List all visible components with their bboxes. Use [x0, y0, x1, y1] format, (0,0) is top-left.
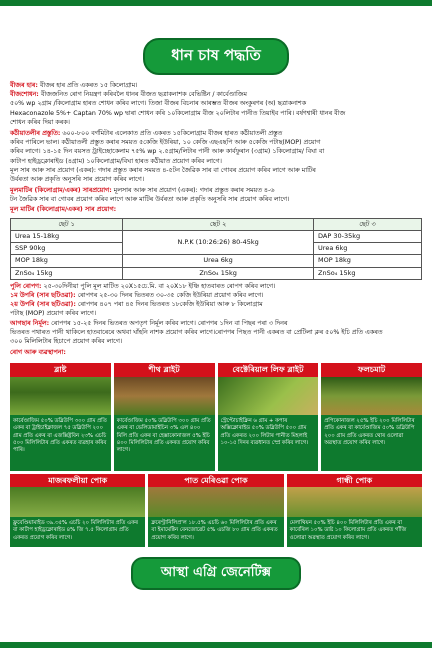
card-text: ক্লৰেণ্ট্ৰানিলিপ্ৰ'ল ১৮.৫% এচচি ৬০ মিলিলিটাৰ প্ৰতি একৰ বা ইমামেক্টিন বেনজোৱেট ৫% এচজি ৮০ গ্ৰাম প্ৰতি একৰত প্ৰয়োগ কৰিব লাগে।	[148, 517, 283, 547]
seed-treatment-line: শোধন কৰিব দিয়া কৰক।	[10, 118, 70, 126]
table-cell: SSP 90kg	[11, 243, 123, 255]
table-header: ছেট ৩	[314, 218, 422, 230]
weeding-text-c: ৩০০ মিলিলিটাৰ হিচাপে প্ৰয়োগ কৰিব লাগে।	[10, 338, 123, 346]
crop-photo	[287, 487, 422, 517]
card-title: শীথ ব্লাইট	[114, 363, 215, 376]
fertilizer-table-title: মূল মাটিৰ (কিলোগ্ৰাম/একৰ) সাৰ প্ৰয়োগ:	[10, 205, 117, 213]
disease-gallery	[10, 363, 422, 470]
weeding-row	[10, 319, 422, 328]
body-text	[10, 81, 422, 547]
seed-treatment-row	[10, 90, 422, 99]
card-text: ফ্লুবেণ্ডিয়ামাইড ৩৯.৩৫% এচচি ২০ মিলিলিটাৰ প্ৰতি একৰ বা কাৰ্টাপ হাইড্ৰক্লোৰাইড ৪% জি ৭.৫ কিলোগ্ৰাম প্ৰতি একৰত প্ৰয়োগ কৰিব লাগে।	[10, 517, 145, 547]
table-row	[11, 255, 422, 267]
title-wrap	[10, 38, 422, 75]
fertilizer-text: মূলসাৰ আৰু সাৰ প্ৰয়োগ (একৰ): গদাৰ প্ৰস্তুত কৰাৰ সময়ত ৪-৬	[113, 187, 275, 195]
footer-wrap	[10, 557, 422, 590]
table-header: ছেট ২	[123, 218, 314, 230]
topdress-1-label: ১ম উপৰি (সাৰ ছটিওৱা):	[10, 292, 76, 300]
card-title: মাজৰফলীয়া পোক	[10, 474, 145, 487]
land-prep-line: কাটাপ হাইড্ৰক্লোৰাইড (৪গ্ৰাম) ১০কিলোগ্ৰাম/বিঘা হাৰত কঠীয়াত প্ৰয়োগ কৰিব লাগে।	[10, 157, 222, 165]
card-title: বেক্টেৰিয়াল লিফ ব্লাইট	[218, 363, 319, 376]
table-header: ছেট ১	[11, 218, 123, 230]
seed-rate-row	[10, 81, 422, 90]
pests-title: ৰোগ আৰু ব্যৱস্থাপনা:	[10, 349, 66, 357]
transplant-row	[10, 282, 422, 291]
table-cell-merged: N.P.K (10:26:26) 80-45kg	[123, 231, 314, 255]
fertilizer-text-2: টন জৈৱিক সাৰ বা গোবৰ প্ৰয়োগ কৰিব লাগে আৰু মাটিৰ উৰ্বৰতা আৰু প্ৰকৃতি অনুসৰি সাৰ প্ৰয়োগ কৰিব লাগে।	[10, 196, 290, 204]
card-title: পাত মেৰিওৱা পোক	[148, 474, 283, 487]
card-text: স্ট্ৰেপ্টোচাইক্লিন ৬ গ্ৰাম + কপাৰ অক্সিক্লোৰাইড ৫০% ডব্লিউপি ৫০০ গ্ৰাম প্ৰতি একৰত ২০০ লিটাৰ পানীত মিহলাই ১০-১৫ দিনৰ ব্যৱধানত স্প্ৰে কৰিব লাগে।	[218, 415, 319, 471]
crop-photo	[218, 377, 319, 415]
weeding-label: আগছাৰ নিৰ্মূল:	[10, 319, 50, 327]
table-cell: Urea 15-18kg	[11, 231, 123, 243]
table-cell: MOP 18kg	[314, 255, 422, 267]
land-prep-line: কৰিব পাৰিলে ভাল। কঠীয়াতলী প্ৰস্তুত কৰাৰ সময়ত ৫কেজি ইউৰিয়া, ১০ কেজি এছএছপি আৰু ৫কেজি পটাছ(MOP) প্ৰয়োগ	[10, 139, 321, 147]
table-cell: Urea 6kg	[123, 255, 314, 267]
pest-gallery	[10, 474, 422, 547]
topdress-1-row	[10, 291, 422, 300]
table-header-row	[11, 218, 422, 230]
card-text: প্ৰপিকোনাজল ২৫% ইচি ২০০ মিলিলিটাৰ প্ৰতি একৰ বা কাৰ্বেণ্ডাজিম ৫০% ডব্লিউপি ২০০ গ্ৰাম প্ৰতি একৰত থোৰ ওলোৱা অৱস্থাত প্ৰয়োগ কৰিব লাগে।	[321, 415, 422, 471]
disease-card	[321, 363, 422, 470]
crop-photo	[10, 487, 145, 517]
table-cell: MOP 18kg	[11, 255, 123, 267]
topdress-2-label: ২য় উপৰি (সাৰ ছটিওৱা):	[10, 301, 76, 309]
topdress-1-text: ৰোপণৰ ২৫-৩০ দিনৰ ভিতৰত ৩০-৩৫ কেজি ইউৰিয়া প্ৰয়োগ কৰিব লাগে।	[77, 292, 264, 300]
pest-card	[10, 474, 145, 547]
top-border	[0, 0, 432, 6]
table-cell: DAP 30-35kg	[314, 231, 422, 243]
land-prep-line: মূল সাৰ আৰু সাৰ প্ৰয়োগ (একৰ): গদাৰ প্ৰস্তুত কৰাৰ সময়ত ৪-৫টন জৈৱিক সাৰ বা গোবৰ প্ৰয়োগ কৰিব লাগে আৰু মাটিৰ	[10, 166, 316, 174]
crop-photo	[148, 487, 283, 517]
land-prep-line: উৰ্বৰতা আৰু প্ৰকৃতি অনুসৰি সাৰ প্ৰয়োগ কৰিব লাগে।	[10, 176, 145, 184]
crop-photo	[10, 377, 111, 415]
card-title: গান্ধী পোক	[287, 474, 422, 487]
land-prep-line: ৬০০-৮০০ বৰ্গমিটাৰ এলেকাত প্ৰতি একৰত ১৫কিলোগ্ৰাম বীজৰ হাৰত কঠীয়াতলী প্ৰস্তুত	[62, 130, 283, 138]
land-prep-row	[10, 129, 422, 138]
table-cell: Urea 6kg	[314, 243, 422, 255]
disease-card	[218, 363, 319, 470]
card-text: কাৰ্বেণ্ডাজিম ৫০% ডব্লিউপি ৩০০ গ্ৰাম প্ৰতি একৰ বা ভেলিডামাইচিন ৩% এল ৪০০ মিলি প্ৰতি একৰ বা হেক্সাকোনাজল ৫% ইচি ৪০০ মিলিলিটাৰ প্ৰতি একৰত প্ৰয়োগ কৰিব লাগে।	[114, 415, 215, 471]
table-cell: ZnSo₄ 15kg	[123, 267, 314, 279]
seed-treatment-line: বীজজনিত ৰোগ নিয়ন্ত্ৰণ কৰিবলৈ ধানৰ বীজত ছত্ৰাকনাশক বেভিষ্টিন / কাৰ্বেণ্ডাজিম	[40, 91, 247, 99]
land-prep-label: কঠীয়াতলীৰ প্ৰস্তুতি:	[10, 130, 61, 138]
topdress-2-text-b: পটাছ (MOP) প্ৰয়োগ কৰিব লাগে।	[10, 310, 97, 318]
seed-rate-label: বীজৰ হাৰ:	[10, 82, 38, 89]
disease-card	[114, 363, 215, 470]
company-name: আস্থা এগ্ৰি জেনেটিক্স	[131, 557, 301, 590]
weeding-text-b: ভিতৰত পথাৰত পানী থাকিলে হাতবাৰেৰে অথবা ঘাঁহনি নাশক প্ৰয়োগ কৰিব লাগে।ৰোপণৰ পিছত পানী একৰত বা প্ৰেটিলা ক্লৰ ৫০% ইচি প্ৰতি একৰত	[10, 328, 383, 336]
topdress-2-text: ৰোপণৰ ৪০৭ পৰা ৪৫ দিনৰ ভিতৰত ১৮কেজি ইউৰিয়া আৰু ৮ কিলোগ্ৰাম	[77, 301, 263, 309]
crop-photo	[321, 377, 422, 415]
table-cell: ZnSo₄ 15kg	[11, 267, 123, 279]
card-text: কাৰ্বেণ্ডাজিম ৫০% ডব্লিউপি ৩০০ গ্ৰাম প্ৰতি একৰ বা ট্ৰাইচাইক্লাজল ৭৫ ডব্লিউপি ২০০ গ্ৰাম প্ৰতি একৰ বা এজক্সিষ্ট্ৰবিন ২৩% এচচি ৫০০ মিলিলিটাৰ প্ৰতি একৰত ব্যৱহাৰ কৰিব পাৰি।	[10, 415, 111, 471]
pest-card	[148, 474, 283, 547]
topdress-2-row	[10, 300, 422, 309]
table-row	[11, 267, 422, 279]
fertilizer-table	[10, 218, 422, 280]
bottom-border	[0, 642, 432, 648]
seed-treatment-line: ৫০% wp ২গ্ৰাম /কিলোগ্ৰাম হাৰত শোধন কৰিব লাগে। তিজা বীজৰ বিচনাৰ আৰম্ভত বীজৰ অংকুৰণৰ (অ) ছত্ৰাকনাশক	[10, 100, 306, 108]
disease-card	[10, 363, 111, 470]
seed-treatment-label: বীজশোধন:	[10, 91, 39, 99]
fertilizer-row	[10, 186, 422, 195]
transplant-text: ২৫-৩০দিনীয়া পুলি মূল মাটিত ২০X১৫চে.মি. বা ২০X১৮ ইঞ্চি হাতবাৰত ৰোপণ কৰিব লাগে।	[43, 282, 276, 290]
weeding-text: ৰোপণৰ ১৫-২৫ দিনৰ ভিতৰত অপতৃণ নিৰ্মূল কৰিব লাগে। ৰোপণৰ ১দিন বা পিছৰ পৰা ৩ দিনৰ	[51, 319, 288, 327]
table-cell: ZnSo₄ 15kg	[314, 267, 422, 279]
seed-rate-text: বীজৰ হাৰ প্ৰতি একৰত ১৫ কিলোগ্ৰাম।	[39, 82, 138, 89]
page-title: ধান চাষ পদ্ধতি	[143, 38, 289, 75]
land-prep-line: কৰিব লাগে। ১৪-১৫ দিন বয়সত ট্ৰাইচ্ছোকেলাম ৭৫% wp ২.৫গ্ৰাম/লিটাৰ পানী আৰু কাৰ্বফুৰান (৩গ্ৰাম) ১কিলোগ্ৰাম/ বিঘা বা	[10, 148, 325, 156]
card-text: মেলাথিয়ন ৫০% ইচি ৪০০ মিলিলিটাৰ প্ৰতি একৰ বা কাৰ্বেৰিল ১০% ডাষ্ট ১০ কিলোগ্ৰাম প্ৰতি একৰত গাঁজি ওলোৱা অৱস্থাত প্ৰয়োগ কৰিব লাগে।	[287, 517, 422, 547]
crop-photo	[114, 377, 215, 415]
card-title: ফলচমাট	[321, 363, 422, 376]
card-title: ব্লাষ্ট	[10, 363, 111, 376]
table-row	[11, 231, 422, 243]
pest-card	[287, 474, 422, 547]
fertilizer-label: মূলমাটিৰ (কিলোগ্ৰাম/একৰ) সাৰপ্ৰয়োগ:	[10, 187, 112, 195]
transplant-label: পুলি ৰোপণ:	[10, 282, 42, 290]
seed-treatment-line: Hexaconazole 5%+ Captan 70% wp দ্বাৰা শোধন কৰি ১০কিলোগ্ৰাম বীজ ২০লিটাৰ পানীত তিয়াইব পাৰি। বৰ্ষণশ্বাৰী ধানৰ বীজ	[10, 109, 346, 117]
